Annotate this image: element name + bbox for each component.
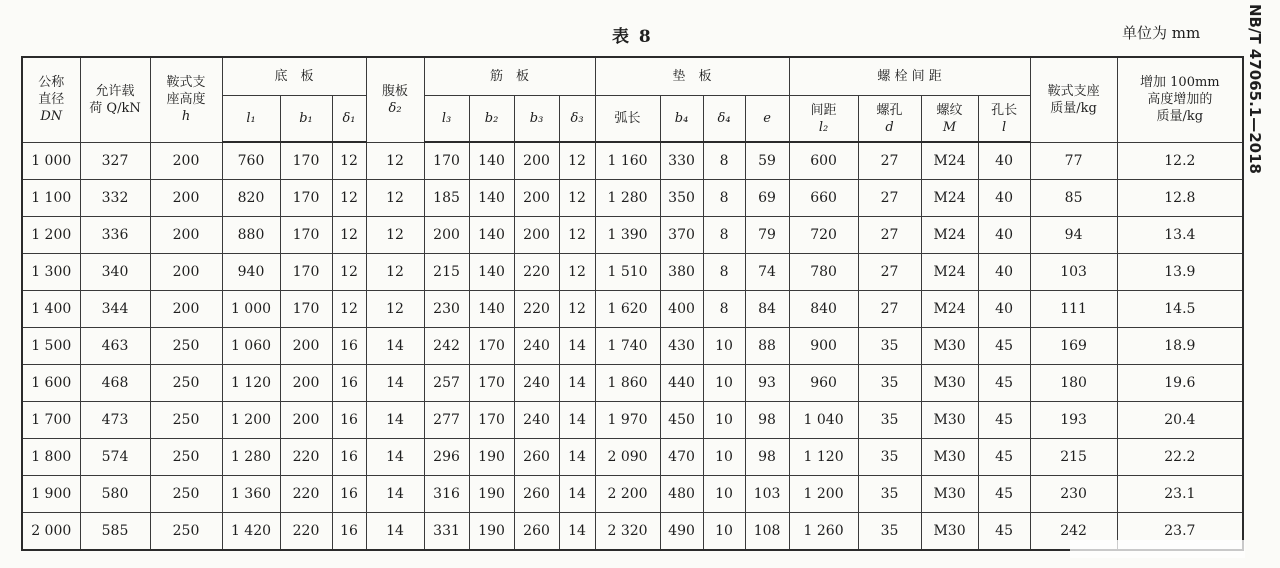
header-base-l1: l₁ [222,96,280,143]
table-cell: 84 [745,291,789,328]
table-cell: 250 [150,328,222,365]
table-cell: 1 280 [222,439,280,476]
table-cell: 85 [1030,180,1117,217]
table-cell: 12 [366,217,424,254]
table-cell: 242 [1030,513,1117,551]
table-cell: 108 [745,513,789,551]
table-cell: 200 [150,180,222,217]
header-bolt-hole: 螺孔 d [858,96,921,143]
table-cell: 1 740 [595,328,660,365]
table-cell: 16 [332,439,366,476]
table-cell: 14 [559,365,595,402]
table-cell: 27 [858,291,921,328]
table-cell: 14 [366,328,424,365]
table-cell: 16 [332,365,366,402]
table-cell: 1 400 [22,291,80,328]
table-cell: 220 [280,439,332,476]
table-cell: 720 [789,217,858,254]
table-cell: 169 [1030,328,1117,365]
table-cell: 250 [150,439,222,476]
table-cell: 1 160 [595,142,660,180]
table-cell: 200 [514,217,559,254]
table-cell: 350 [660,180,703,217]
table-cell: 12 [332,180,366,217]
table-cell: 215 [1030,439,1117,476]
table-cell: 1 200 [789,476,858,513]
table-cell: 230 [424,291,469,328]
table-cell: 69 [745,180,789,217]
table-body [22,142,1243,550]
table-cell: 8 [703,217,745,254]
table-cell: 170 [280,291,332,328]
table-cell: 45 [978,402,1030,439]
table-cell: 140 [469,217,514,254]
table-cell: 468 [80,365,150,402]
table-cell: 40 [978,254,1030,291]
table-cell: 220 [514,254,559,291]
table-cell: 45 [978,365,1030,402]
table-cell: 8 [703,254,745,291]
table-title: 表 8 [612,27,653,47]
table-cell: 193 [1030,402,1117,439]
table-cell: 316 [424,476,469,513]
table-cell: 330 [660,142,703,180]
header-base-b1: b₁ [280,96,332,143]
table-cell: 840 [789,291,858,328]
table-cell: 40 [978,180,1030,217]
table-cell: 1 600 [22,365,80,402]
table-row [22,476,1243,513]
table-cell: 14 [559,439,595,476]
table-cell: 185 [424,180,469,217]
table-cell: 200 [150,254,222,291]
table-cell: 200 [150,217,222,254]
table-cell: M24 [921,142,978,180]
header-bolt-length: 孔长 l [978,96,1030,143]
table-cell: 340 [80,254,150,291]
table-cell: 260 [514,476,559,513]
table-cell: 1 510 [595,254,660,291]
table-cell: 200 [280,365,332,402]
table-cell: 35 [858,365,921,402]
table-cell: 10 [703,476,745,513]
table-cell: 19.6 [1117,365,1243,402]
table-cell: 170 [424,142,469,180]
table-cell: 140 [469,291,514,328]
table-cell: 200 [424,217,469,254]
table-cell: 13.9 [1117,254,1243,291]
table-cell: 250 [150,365,222,402]
table-cell: 140 [469,142,514,180]
table-cell: 16 [332,513,366,551]
header-pad-e: e [745,96,789,143]
table-cell: 470 [660,439,703,476]
table-cell: 2 320 [595,513,660,551]
table-cell: 45 [978,513,1030,551]
table-cell: 140 [469,180,514,217]
table-cell: 2 200 [595,476,660,513]
table-cell: 1 390 [595,217,660,254]
table-cell: 12 [559,142,595,180]
table-cell: 574 [80,439,150,476]
table-row [22,180,1243,217]
standard-code [1246,4,1280,204]
table-cell: 240 [514,402,559,439]
table-cell: 600 [789,142,858,180]
table-cell: M30 [921,513,978,551]
table-cell: 585 [80,513,150,551]
table-cell: 98 [745,439,789,476]
table-cell: 12 [559,254,595,291]
table-cell: 10 [703,439,745,476]
table-cell: 1 120 [222,365,280,402]
table-cell: 1 500 [22,328,80,365]
table-cell: 230 [1030,476,1117,513]
table-cell: 200 [514,142,559,180]
table-cell: 450 [660,402,703,439]
table-cell: 170 [280,254,332,291]
table-cell: 200 [150,142,222,180]
table-cell: 960 [789,365,858,402]
table-cell: 12 [366,142,424,180]
table-cell: 940 [222,254,280,291]
table-cell: 14 [559,328,595,365]
header-height: 鞍式支 座高度 h [150,57,222,142]
table-cell: 27 [858,180,921,217]
table-cell: 12.8 [1117,180,1243,217]
table-cell: 480 [660,476,703,513]
table-cell: 220 [280,476,332,513]
header-base-d1: δ₁ [332,96,366,143]
table-cell: 1 700 [22,402,80,439]
table-cell: M30 [921,328,978,365]
header-rib-b3: b₃ [514,96,559,143]
table-cell: 380 [660,254,703,291]
table-cell: 103 [745,476,789,513]
table-cell: 242 [424,328,469,365]
table-cell: 1 260 [789,513,858,551]
table-cell: 490 [660,513,703,551]
table-cell: 2 090 [595,439,660,476]
table-cell: 1 000 [222,291,280,328]
table-cell: 1 100 [22,180,80,217]
table-cell: 1 970 [595,402,660,439]
saddle-support-table [21,56,1244,551]
table-cell: 1 200 [222,402,280,439]
table-cell: 296 [424,439,469,476]
table-cell: 35 [858,476,921,513]
table-cell: 35 [858,328,921,365]
table-cell: 344 [80,291,150,328]
table-cell: M24 [921,180,978,217]
table-cell: 260 [514,513,559,551]
table-cell: 327 [80,142,150,180]
table-cell: 900 [789,328,858,365]
table-row [22,402,1243,439]
table-cell: 14 [366,513,424,551]
table-cell: 200 [280,402,332,439]
table-cell: 190 [469,439,514,476]
header-load: 允许载 荷 Q/kN [80,57,150,142]
table-cell: 1 300 [22,254,80,291]
table-cell: M24 [921,291,978,328]
table-cell: 257 [424,365,469,402]
header-rib-d3: δ₃ [559,96,595,143]
table-cell: 23.1 [1117,476,1243,513]
table-cell: 20.4 [1117,402,1243,439]
table-cell: 88 [745,328,789,365]
table-cell: M30 [921,365,978,402]
table-cell: 780 [789,254,858,291]
header-bolt-thread: 螺纹 M [921,96,978,143]
header-bolt-dist: 间距 l₂ [789,96,858,143]
table-cell: 370 [660,217,703,254]
table-cell: 12 [332,291,366,328]
table-row [22,328,1243,365]
table-row [22,439,1243,476]
table-cell: 12.2 [1117,142,1243,180]
table-cell: 12 [332,254,366,291]
table-cell: 331 [424,513,469,551]
table-cell: 13.4 [1117,217,1243,254]
table-cell: 14 [559,402,595,439]
table-cell: 22.2 [1117,439,1243,476]
table-cell: 59 [745,142,789,180]
table-cell: 16 [332,476,366,513]
header-dn: 公称 直径 DN [22,57,80,142]
header-rib-l3: l₃ [424,96,469,143]
table-cell: 1 620 [595,291,660,328]
table-cell: 45 [978,439,1030,476]
table-cell: 14 [366,476,424,513]
table-cell: M24 [921,254,978,291]
table-cell: 140 [469,254,514,291]
table-cell: 10 [703,513,745,551]
table-row [22,291,1243,328]
table-cell: 111 [1030,291,1117,328]
table-cell: 23.7 [1117,513,1243,551]
header-mass: 鞍式支座 质量/kg [1030,57,1117,142]
table-cell: M24 [921,217,978,254]
table-cell: 14 [559,513,595,551]
header-rib-b2: b₂ [469,96,514,143]
table-cell: 74 [745,254,789,291]
table-cell: 40 [978,142,1030,180]
table-cell: 260 [514,439,559,476]
table-cell: 580 [80,476,150,513]
table-cell: 10 [703,365,745,402]
table-cell: M30 [921,402,978,439]
header-bolt-spacing: 螺 栓 间 距 [789,57,1030,96]
table-cell: 660 [789,180,858,217]
header-pad-arc: 弧长 [595,96,660,143]
table-cell: 12 [332,217,366,254]
header-added-mass: 增加 100mm 高度增加的 质量/kg [1117,57,1243,142]
table-cell: 200 [514,180,559,217]
table-cell: 180 [1030,365,1117,402]
table-cell: 12 [366,254,424,291]
header-pad-d4: δ₄ [703,96,745,143]
table-cell: 77 [1030,142,1117,180]
table-cell: 16 [332,328,366,365]
table-cell: 332 [80,180,150,217]
table-cell: 1 360 [222,476,280,513]
table-cell: 8 [703,180,745,217]
table-cell: 1 280 [595,180,660,217]
table-cell: 14 [366,439,424,476]
table-cell: 240 [514,328,559,365]
header-base-plate: 底 板 [222,57,366,96]
standard-code-text: NB/T 47065.1—2018 [1246,4,1264,174]
table-cell: 1 860 [595,365,660,402]
table-cell: 27 [858,142,921,180]
header-rib-plate: 筋 板 [424,57,595,96]
table-cell: 1 000 [22,142,80,180]
table-cell: 79 [745,217,789,254]
table-cell: 35 [858,439,921,476]
table-cell: 1 060 [222,328,280,365]
table-cell: 12 [366,180,424,217]
table-cell: 14.5 [1117,291,1243,328]
table-cell: 10 [703,402,745,439]
table-cell: 336 [80,217,150,254]
table-cell: 12 [559,180,595,217]
table-cell: 240 [514,365,559,402]
table-cell: 35 [858,513,921,551]
table-row [22,365,1243,402]
table-cell: 880 [222,217,280,254]
table-cell: 170 [280,217,332,254]
table-cell: 27 [858,254,921,291]
table-row [22,217,1243,254]
table-cell: 250 [150,476,222,513]
table-cell: 12 [332,142,366,180]
table-cell: 170 [280,180,332,217]
table-cell: 14 [366,402,424,439]
table-cell: 760 [222,142,280,180]
table-cell: 45 [978,328,1030,365]
table-cell: 170 [469,365,514,402]
table-cell: 1 040 [789,402,858,439]
header-pad-b4: b₄ [660,96,703,143]
table-cell: 1 200 [22,217,80,254]
table-cell: 12 [559,291,595,328]
table-cell: 14 [559,476,595,513]
table-cell: 1 800 [22,439,80,476]
watermark-overlay [1070,540,1245,558]
table-cell: 16 [332,402,366,439]
table-cell: M30 [921,476,978,513]
table-cell: 18.9 [1117,328,1243,365]
unit-label: 单位为 mm [1122,24,1201,42]
table-cell: 220 [514,291,559,328]
table-cell: 250 [150,402,222,439]
table-cell: 14 [366,365,424,402]
table-cell: 215 [424,254,469,291]
table-cell: 45 [978,476,1030,513]
table-cell: 35 [858,402,921,439]
table-row [22,142,1243,180]
table-cell: 12 [559,217,595,254]
table-cell: 463 [80,328,150,365]
table-cell: 190 [469,513,514,551]
table-cell: 220 [280,513,332,551]
table-cell: 10 [703,328,745,365]
table-cell: 103 [1030,254,1117,291]
table-cell: 200 [150,291,222,328]
table-row [22,513,1243,551]
table-cell: 400 [660,291,703,328]
table-cell: 1 900 [22,476,80,513]
table-cell: 8 [703,291,745,328]
table-cell: 250 [150,513,222,551]
table-cell: 170 [469,328,514,365]
table-cell: 1 120 [789,439,858,476]
header-pad-plate: 垫 板 [595,57,789,96]
table-cell: 190 [469,476,514,513]
table-cell: 98 [745,402,789,439]
table-cell: 93 [745,365,789,402]
table-cell: M30 [921,439,978,476]
table-cell: 473 [80,402,150,439]
table-cell: 8 [703,142,745,180]
table-cell: 40 [978,291,1030,328]
table-cell: 27 [858,217,921,254]
table-row [22,254,1243,291]
table-cell: 94 [1030,217,1117,254]
table-cell: 2 000 [22,513,80,551]
header-web-plate: 腹板 δ₂ [366,57,424,142]
table-cell: 440 [660,365,703,402]
table-cell: 820 [222,180,280,217]
table-cell: 170 [280,142,332,180]
table-cell: 200 [280,328,332,365]
table-cell: 170 [469,402,514,439]
table-cell: 430 [660,328,703,365]
table-cell: 1 420 [222,513,280,551]
table-cell: 40 [978,217,1030,254]
table-cell: 12 [366,291,424,328]
table-cell: 277 [424,402,469,439]
